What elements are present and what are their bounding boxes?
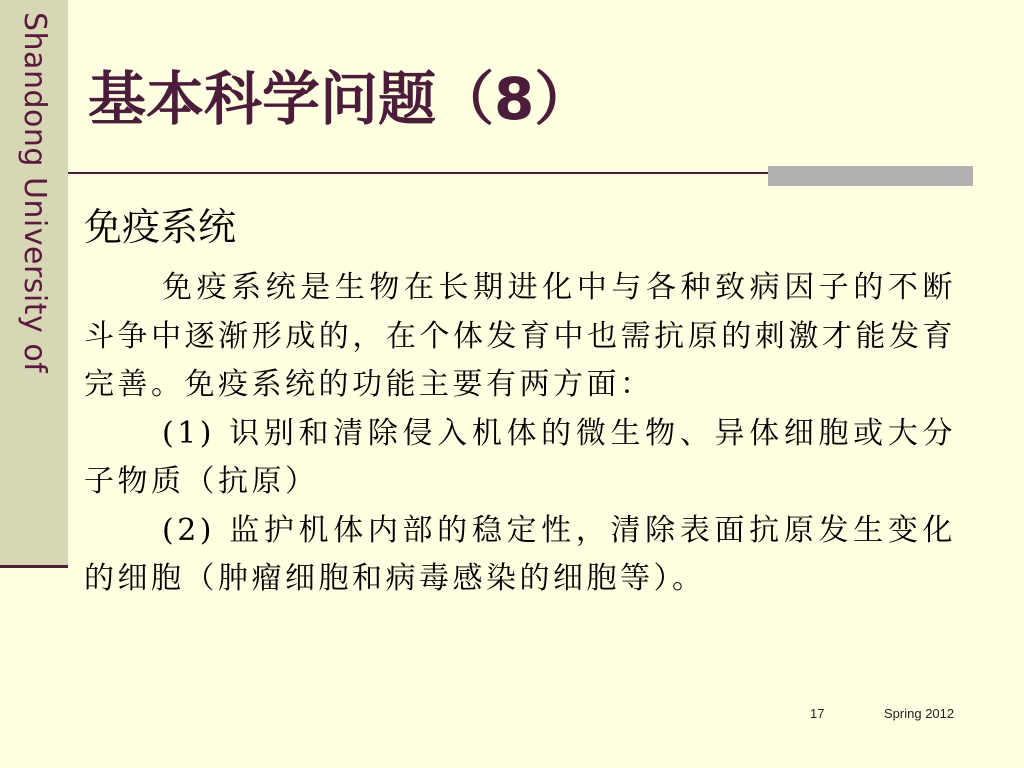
title-rule-accent [768, 166, 973, 186]
body-paragraph-point-2: (2) 监护机体内部的稳定性，清除表面抗原发生变化的细胞（肿瘤细胞和病毒感染的细胞等）。 [84, 512, 956, 596]
slide-body [84, 264, 956, 604]
sidebar [0, 0, 68, 568]
sidebar-divider [0, 565, 68, 568]
slide-title: 基本科学问题（8） [88, 65, 593, 133]
slide-subheading: 免疫系统 [84, 205, 237, 249]
sidebar-university-name: Shandong University of [17, 12, 52, 374]
body-paragraph-intro: 免疫系统是生物在长期进化中与各种致病因子的不断斗争中逐渐形成的，在个体发育中也需抗原的刺激才能发育完善。免疫系统的功能主要有两方面： [84, 270, 956, 402]
footer-date: Spring 2012 [884, 706, 955, 721]
body-paragraph-point-1: (1) 识别和清除侵入机体的微生物、异体细胞或大分子物质（抗原） [84, 415, 956, 499]
page-number: 17 [810, 706, 825, 721]
